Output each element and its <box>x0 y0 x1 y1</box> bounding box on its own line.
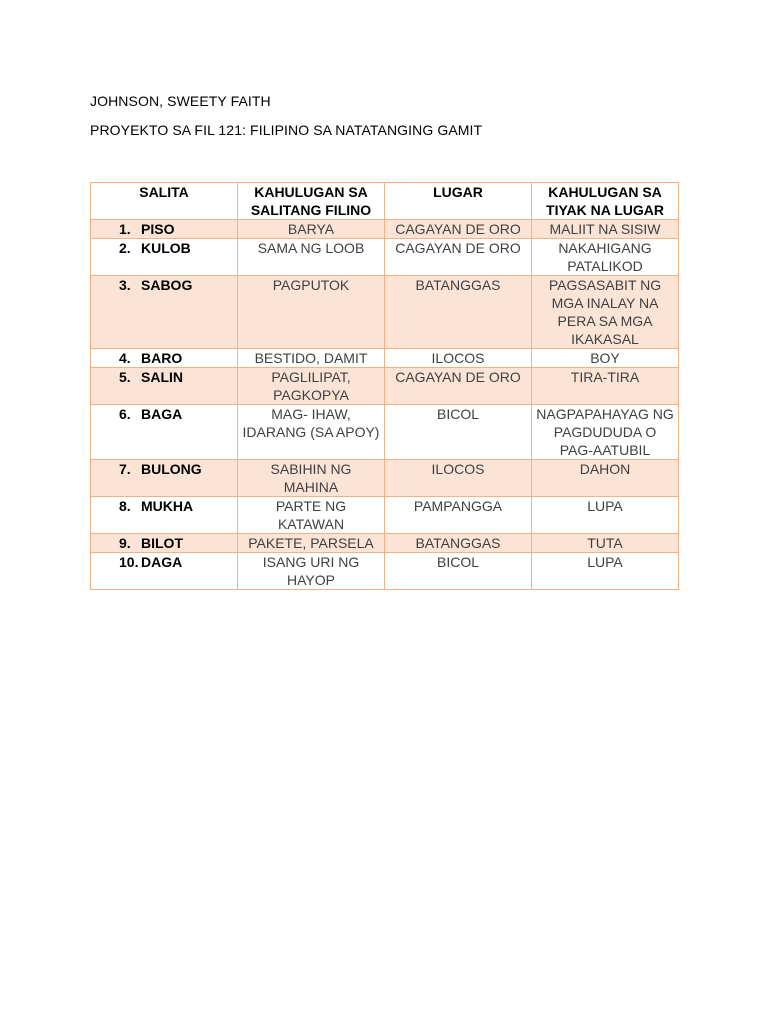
column-header-salita: SALITA <box>91 183 238 220</box>
cell-salita <box>91 460 238 497</box>
row-number: 3. <box>119 277 131 293</box>
cell-kahulugan-filipino: PARTE NG KATAWAN <box>238 497 385 534</box>
column-header-kahulugan-lugar: KAHULUGAN SA TIYAK NA LUGAR <box>532 183 679 220</box>
row-number: 7. <box>119 461 131 477</box>
row-number: 10. <box>119 554 139 570</box>
cell-lugar: ILOCOS <box>385 349 532 368</box>
cell-salita <box>91 349 238 368</box>
word-text: MUKHA <box>141 498 194 514</box>
cell-lugar: CAGAYAN DE ORO <box>385 220 532 239</box>
table-row <box>91 534 679 553</box>
cell-kahulugan-filipino: BESTIDO, DAMIT <box>238 349 385 368</box>
cell-salita <box>91 220 238 239</box>
row-number: 6. <box>119 406 131 422</box>
column-header-kahulugan-filipino: KAHULUGAN SA SALITANG FILINO <box>238 183 385 220</box>
cell-kahulugan-filipino: BARYA <box>238 220 385 239</box>
table-row <box>91 368 679 405</box>
table-row <box>91 276 679 349</box>
table-row <box>91 497 679 534</box>
cell-kahulugan-lugar: BOY <box>532 349 679 368</box>
cell-lugar: BICOL <box>385 405 532 460</box>
word-text: KULOB <box>141 240 191 256</box>
cell-lugar: PAMPANGGA <box>385 497 532 534</box>
word-table <box>90 182 679 590</box>
cell-lugar: CAGAYAN DE ORO <box>385 368 532 405</box>
cell-lugar: BATANGGAS <box>385 534 532 553</box>
row-number: 4. <box>119 350 131 366</box>
row-number: 9. <box>119 535 131 551</box>
cell-salita <box>91 239 238 276</box>
table-row <box>91 553 679 590</box>
cell-salita <box>91 497 238 534</box>
cell-kahulugan-filipino: SABIHIN NG MAHINA <box>238 460 385 497</box>
word-text: BULONG <box>141 461 202 477</box>
cell-salita <box>91 405 238 460</box>
word-text: SABOG <box>141 277 193 293</box>
row-number: 2. <box>119 240 131 256</box>
cell-salita <box>91 276 238 349</box>
cell-salita <box>91 553 238 590</box>
cell-kahulugan-lugar: DAHON <box>532 460 679 497</box>
cell-kahulugan-lugar: TUTA <box>532 534 679 553</box>
cell-kahulugan-lugar: NAKAHIGANG PATALIKOD <box>532 239 679 276</box>
word-text: PISO <box>141 221 175 237</box>
table-header-row <box>91 183 679 220</box>
cell-lugar: BICOL <box>385 553 532 590</box>
cell-salita <box>91 534 238 553</box>
cell-kahulugan-lugar: MALIIT NA SISIW <box>532 220 679 239</box>
word-text: BAGA <box>141 406 183 422</box>
word-text: BILOT <box>141 535 183 551</box>
word-text: BARO <box>141 350 183 366</box>
cell-kahulugan-filipino: PAKETE, PARSELA <box>238 534 385 553</box>
author-name: JOHNSON, SWEETY FAITH <box>90 93 271 109</box>
table-row <box>91 220 679 239</box>
row-number: 5. <box>119 369 131 385</box>
cell-kahulugan-filipino: PAGLILIPAT, PAGKOPYA <box>238 368 385 405</box>
cell-salita <box>91 368 238 405</box>
cell-kahulugan-filipino: SAMA NG LOOB <box>238 239 385 276</box>
cell-kahulugan-lugar: LUPA <box>532 497 679 534</box>
cell-kahulugan-lugar: PAGSASABIT NG MGA INALAY NA PERA SA MGA IKAKASAL <box>532 276 679 349</box>
cell-lugar: ILOCOS <box>385 460 532 497</box>
row-number: 1. <box>119 221 131 237</box>
cell-kahulugan-filipino: PAGPUTOK <box>238 276 385 349</box>
table-row <box>91 460 679 497</box>
table-row <box>91 349 679 368</box>
word-text: SALIN <box>141 369 183 385</box>
cell-lugar: BATANGGAS <box>385 276 532 349</box>
word-text: DAGA <box>141 554 183 570</box>
cell-kahulugan-filipino: ISANG URI NG HAYOP <box>238 553 385 590</box>
table-row <box>91 239 679 276</box>
table-row <box>91 405 679 460</box>
column-header-lugar: LUGAR <box>385 183 532 220</box>
project-title: PROYEKTO SA FIL 121: FILIPINO SA NATATANGING GAMIT <box>90 122 483 138</box>
cell-lugar: CAGAYAN DE ORO <box>385 239 532 276</box>
cell-kahulugan-lugar: TIRA-TIRA <box>532 368 679 405</box>
row-number: 8. <box>119 498 131 514</box>
cell-kahulugan-lugar: LUPA <box>532 553 679 590</box>
cell-kahulugan-filipino: MAG- IHAW, IDARANG (SA APOY) <box>238 405 385 460</box>
cell-kahulugan-lugar: NAGPAPAHAYAG NG PAGDUDUDA O PAG-AATUBIL <box>532 405 679 460</box>
